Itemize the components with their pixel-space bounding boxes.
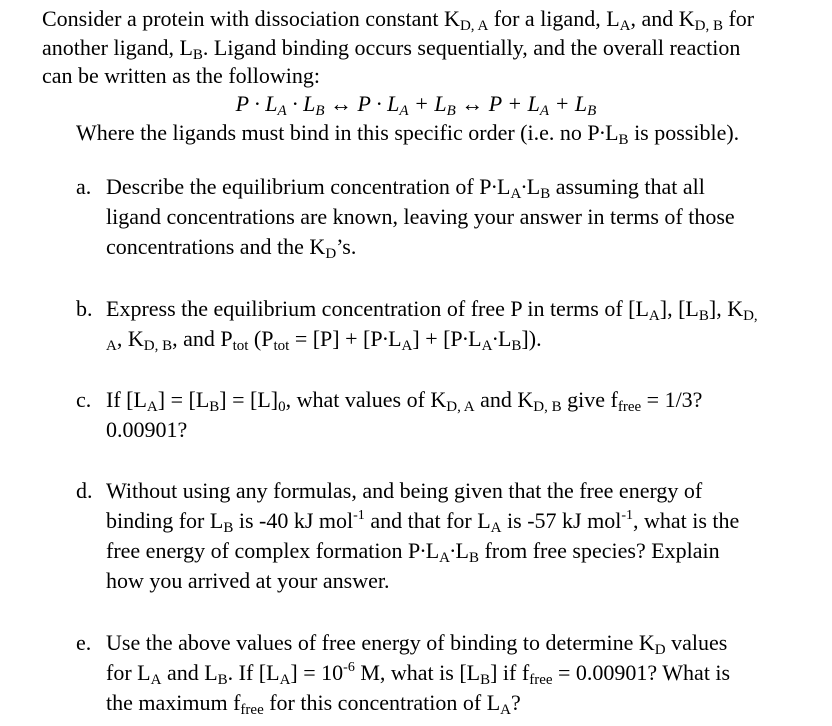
question-text: ’s. <box>336 234 357 259</box>
subscript: B <box>217 672 228 688</box>
question-text: ] if f <box>490 660 530 685</box>
question-text: for this concentration of L <box>263 690 501 715</box>
note-text: Where the ligands must bind in this specific order (i.e. no P∙L <box>76 120 619 145</box>
subscript: free <box>240 702 264 718</box>
question-text: from free species? Explain <box>478 538 720 563</box>
intro-line-1 <box>42 4 754 34</box>
question-text: M, what is [L <box>354 660 481 685</box>
subscript: free <box>617 399 642 415</box>
equilibrium-arrow: ↔ <box>455 91 489 116</box>
question-a-line-1 <box>106 172 705 202</box>
question-text: give f <box>561 387 618 412</box>
subscript: D, A <box>459 18 489 34</box>
intro-text: can be written as the following: <box>42 63 320 88</box>
question-e-line-2 <box>106 658 730 688</box>
question-text: , what is the <box>632 508 740 533</box>
subscript: B <box>540 186 551 202</box>
superscript: -1 <box>621 508 633 523</box>
question-text: = [P] + [P∙L <box>289 326 402 351</box>
question-text: ligand concentrations are known, leaving your answer in terms of those <box>106 204 735 229</box>
question-text: , what values of K <box>285 387 447 412</box>
equilibrium-arrow: ↔ <box>324 91 358 116</box>
question-d-line-4 <box>106 566 389 596</box>
question-text: binding for L <box>106 508 224 533</box>
question-text: , K <box>116 326 144 351</box>
question-text: ] = [L <box>157 387 210 412</box>
question-text: is -57 kJ mol <box>501 508 622 533</box>
question-text: and that for L <box>364 508 491 533</box>
subscript: B <box>468 550 479 566</box>
subscript: A <box>539 103 550 119</box>
subscript: D, B <box>533 399 562 415</box>
subscript: A <box>490 520 502 536</box>
subscript: D, A <box>446 399 475 415</box>
subscript: A <box>399 103 409 119</box>
question-c-label: c. <box>76 387 92 412</box>
question-text: assuming that all <box>550 174 705 199</box>
note-text: is possible). <box>628 120 740 145</box>
question-text: (P <box>248 326 274 351</box>
subscript: A <box>277 103 287 119</box>
question-text: and L <box>161 660 218 685</box>
question-text: ] = [L] <box>219 387 279 412</box>
question-text: ∙L <box>450 538 469 563</box>
subscript: A <box>500 702 512 718</box>
question-d-line-2 <box>106 506 739 536</box>
equation-term: P ∙ L <box>357 91 400 116</box>
subscript: B <box>480 672 491 688</box>
question-text: ] + [P∙L <box>412 326 482 351</box>
question-e-label: e. <box>76 630 92 655</box>
subscript: A <box>146 399 158 415</box>
subscript: B <box>209 399 220 415</box>
equation-term: + L <box>408 91 447 116</box>
question-a-line-2 <box>106 202 735 232</box>
subscript: A <box>401 338 413 354</box>
question-text: , and P <box>172 326 233 351</box>
question-d-line-1 <box>106 476 702 506</box>
ordering-note <box>76 118 739 148</box>
question-d-label: d. <box>76 478 93 503</box>
subscript: D, B <box>143 338 173 354</box>
question-text: and K <box>474 387 534 412</box>
subscript: tot <box>273 338 290 354</box>
subscript: A <box>648 308 660 324</box>
question-text: ∙L <box>521 174 541 199</box>
subscript: B <box>587 103 597 119</box>
superscript: -1 <box>353 508 365 523</box>
subscript: B <box>192 47 203 63</box>
question-text: If [L <box>106 387 147 412</box>
subscript: A <box>510 186 522 202</box>
subscript: B <box>315 103 325 119</box>
question-text: is -40 kJ mol <box>233 508 354 533</box>
question-d-line-3 <box>106 536 720 566</box>
subscript: A <box>619 18 631 34</box>
subscript: B <box>618 132 629 148</box>
intro-text: another ligand, L <box>42 35 193 60</box>
subscript: A <box>481 338 493 354</box>
question-b-label: b. <box>76 296 93 321</box>
intro-line-3 <box>42 61 320 91</box>
question-b-line-2 <box>106 324 542 354</box>
question-text: for L <box>106 660 151 685</box>
question-e-line-1 <box>106 628 727 658</box>
question-text: the maximum f <box>106 690 241 715</box>
question-text: concentrations and the K <box>106 234 326 259</box>
subscript: B <box>511 338 522 354</box>
subscript: B <box>698 308 709 324</box>
subscript: B <box>446 103 456 119</box>
equation-term: + L <box>549 91 588 116</box>
subscript: free <box>529 672 553 688</box>
question-text: 0.00901? <box>106 417 188 442</box>
intro-text: for <box>722 6 755 31</box>
subscript: B <box>223 520 234 536</box>
equation-term: ∙ L <box>286 91 316 116</box>
question-text: ], K <box>708 296 744 321</box>
question-text: ∙L <box>492 326 512 351</box>
intro-line-2 <box>42 33 740 63</box>
intro-text: Consider a protein with dissociation constant K <box>42 6 460 31</box>
question-text: = 1/3? <box>641 387 703 412</box>
subscript: A <box>439 550 450 566</box>
intro-text: , and K <box>630 6 695 31</box>
subscript: tot <box>232 338 249 354</box>
question-text: ], [L <box>659 296 699 321</box>
question-c-line-1 <box>106 385 702 415</box>
equation-term: P + L <box>488 91 540 116</box>
subscript: D, B <box>694 18 723 34</box>
question-text: free energy of complex formation P∙L <box>106 538 440 563</box>
subscript: D, <box>743 308 758 324</box>
superscript: -6 <box>343 660 355 675</box>
question-a-line-3 <box>106 232 356 262</box>
subscript: A <box>150 672 162 688</box>
intro-text: for a ligand, L <box>488 6 620 31</box>
intro-text: . Ligand binding occurs sequentially, and the overall reaction <box>202 35 741 60</box>
question-text: = 0.00901? What is <box>552 660 731 685</box>
question-b-line-1 <box>106 294 758 324</box>
equation-term: P ∙ L <box>235 91 278 116</box>
question-text: Describe the equilibrium concentration of P∙L <box>106 174 511 199</box>
question-text: Express the equilibrium concentration of free P in terms of [L <box>106 296 649 321</box>
subscript: D <box>654 642 666 658</box>
question-a-label: a. <box>76 174 92 199</box>
reaction-equation <box>0 89 832 119</box>
question-text: how you arrived at your answer. <box>106 568 390 593</box>
question-text: ] = 10 <box>290 660 344 685</box>
question-text: . If [L <box>227 660 280 685</box>
question-c-line-2 <box>106 415 187 445</box>
subscript: A <box>279 672 291 688</box>
question-text: Use the above values of free energy of binding to determine K <box>106 630 655 655</box>
question-text: values <box>665 630 728 655</box>
question-text: ]). <box>521 326 542 351</box>
question-text: Without using any formulas, and being given that the free energy of <box>106 478 703 503</box>
question-e-line-3 <box>106 688 521 718</box>
subscript: 0 <box>278 399 286 415</box>
question-text: ? <box>511 690 521 715</box>
subscript: D <box>325 246 337 262</box>
subscript: A <box>106 338 117 354</box>
